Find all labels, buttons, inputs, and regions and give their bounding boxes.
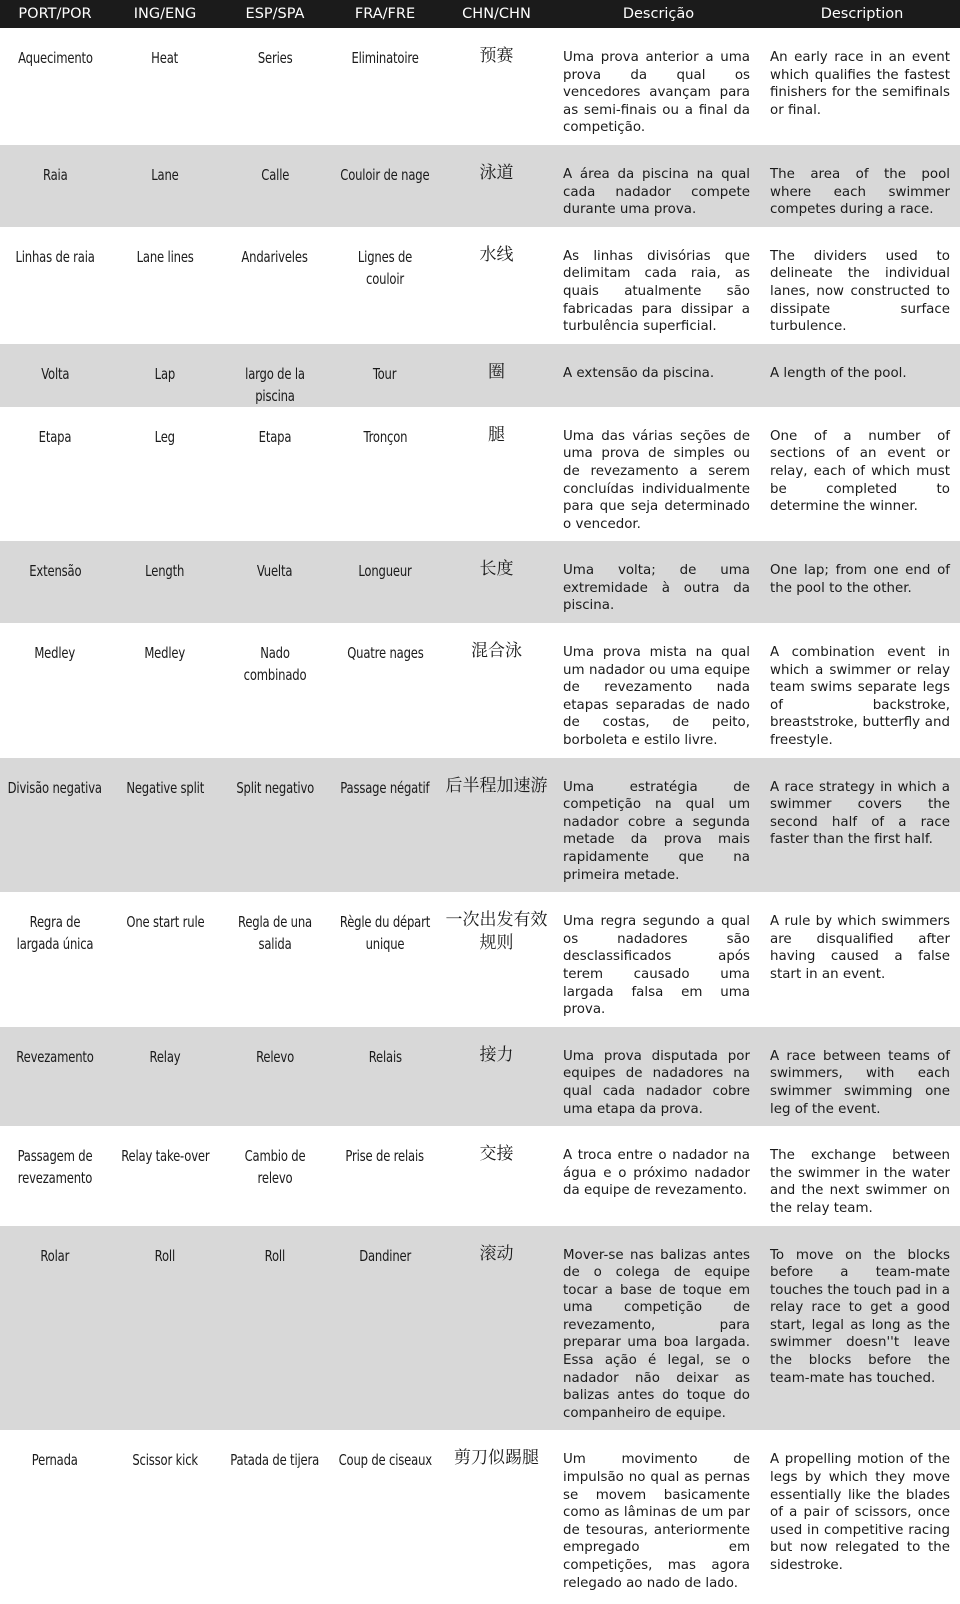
table-row	[0, 28, 960, 145]
cell-fre: Relais	[368, 1047, 402, 1066]
cell-eng: Length	[145, 562, 185, 581]
header-spa: ESP/SPA	[245, 6, 305, 22]
cell-desc-en: A length of the pool.	[770, 365, 907, 381]
cell-desc-pt: Uma das várias seções de uma prova de simples ou de revezamento a serem concluídas individualmente para que seja determinado o vencedor.	[563, 428, 750, 532]
cell-por: Linhas de raia	[15, 247, 95, 266]
cell-por: Medley	[34, 644, 76, 663]
header-description: Description	[820, 6, 904, 22]
table-row	[0, 145, 960, 227]
cell-fre: Quatre nages	[346, 644, 424, 663]
cell-spa: Split negativo	[236, 778, 314, 797]
cell-spa: largo de la piscina	[245, 364, 305, 405]
cell-desc-pt: Uma volta; de uma extremidade à outra da piscina.	[563, 563, 750, 614]
cell-chn: 交接	[479, 1144, 514, 1165]
table-row	[0, 227, 960, 344]
cell-desc-pt: As linhas divisórias que delimitam cada raia, as quais atualmente são fabricadas para dissipar a turbulência superficial.	[563, 248, 750, 335]
table-row	[0, 407, 960, 542]
cell-desc-pt: A área da piscina na qual cada nadador compete durante uma prova.	[563, 166, 750, 218]
cell-desc-pt: Uma regra segundo a qual os nadadores são desclassificados após terem causado uma largada falsa em uma prova.	[563, 914, 750, 1018]
table-body	[0, 28, 960, 1604]
cell-fre: Lignes de couloir	[357, 247, 413, 288]
cell-fre: Dandiner	[359, 1246, 411, 1265]
cell-desc-pt: A extensão da piscina.	[563, 365, 715, 381]
table-row	[0, 892, 960, 1027]
cell-por: Etapa	[38, 427, 72, 446]
cell-eng: Leg	[154, 427, 176, 446]
cell-chn: 水线	[479, 244, 514, 265]
cell-chn: 后半程加速游	[445, 775, 548, 796]
cell-por: Volta	[40, 364, 70, 383]
cell-por: Aquecimento	[17, 49, 93, 67]
cell-desc-pt: Uma estratégia de competição na qual um nadador cobre a segunda metade da prova mais rapidamente que na primeira metade.	[563, 779, 750, 883]
cell-chn: 混合泳	[471, 641, 522, 662]
cell-spa: Nado combinado	[243, 644, 307, 685]
cell-desc-en: A rule by which swimmers are disqualified after having caused a false start in an event.	[770, 914, 950, 982]
table-row	[0, 1226, 960, 1431]
cell-por: Extensão	[28, 562, 82, 581]
cell-desc-en: A combination event in which a swimmer or relay team swims separate legs of backstroke, breaststroke, butterfly and freestyle.	[770, 645, 950, 749]
header-row	[0, 0, 960, 28]
cell-desc-pt: Uma prova mista na qual um nadador ou uma equipe de revezamento nada etapas separadas de nado de costas, de peito, borboleta e estilo livre.	[563, 645, 750, 749]
table-row	[0, 623, 960, 758]
cell-chn: 腿	[488, 424, 505, 445]
cell-eng: Negative split	[126, 778, 204, 797]
cell-fre: Eliminatoire	[351, 49, 419, 67]
cell-desc-en: A propelling motion of the legs by which they move essentially like the blades of a pair of scissors, once used in competitive racing but now relegated to the sidestroke.	[770, 1452, 950, 1573]
cell-chn: 接力	[479, 1044, 514, 1065]
cell-fre: Coup de ciseaux	[338, 1451, 432, 1470]
cell-chn: 剪刀似踢腿	[454, 1448, 539, 1469]
cell-eng: Relay take-over	[120, 1147, 210, 1166]
cell-desc-en: The dividers used to delineate the individual lanes, now constructed to dissipate surface turbulence.	[770, 248, 950, 335]
cell-por: Regra de largada única	[16, 913, 94, 954]
cell-fre: Couloir de nage	[340, 165, 430, 184]
cell-desc-en: A race strategy in which a swimmer covers the second half of a race faster than the first half.	[770, 779, 950, 848]
cell-spa: Vuelta	[257, 562, 293, 581]
cell-fre: Tour	[373, 364, 397, 383]
cell-desc-pt: Uma prova disputada por equipes de nadadores na qual cada nadador cobre uma etapa da prova.	[563, 1048, 750, 1117]
cell-spa: Series	[257, 49, 293, 67]
cell-desc-en: The area of the pool where each swimmer competes during a race.	[770, 166, 950, 218]
cell-eng: Relay	[149, 1047, 181, 1066]
cell-desc-en: One lap; from one end of the pool to the other.	[770, 563, 950, 596]
cell-chn: 滚动	[479, 1243, 514, 1264]
cell-chn: 泳道	[479, 162, 514, 183]
cell-eng: Lane	[151, 165, 179, 184]
cell-por: Pernada	[32, 1451, 78, 1470]
cell-por: Rolar	[40, 1246, 70, 1265]
header-por: PORT/POR	[18, 6, 92, 22]
table-row	[0, 1126, 960, 1225]
cell-desc-pt: A troca entre o nadador na água e o próximo nadador da equipe de revezamento.	[563, 1148, 750, 1199]
cell-chn: 圈	[488, 361, 505, 382]
header-eng: ING/ENG	[133, 6, 197, 22]
cell-por: Divisão negativa	[7, 778, 103, 797]
table-row	[0, 1027, 960, 1126]
cell-fre: Longueur	[358, 562, 412, 581]
cell-fre: Prise de relais	[345, 1147, 425, 1166]
table-row	[0, 758, 960, 893]
cell-fre: Passage négatif	[340, 778, 430, 797]
cell-spa: Cambio de relevo	[244, 1147, 306, 1188]
cell-spa: Regla de una salida	[238, 913, 312, 954]
cell-desc-en: To move on the blocks before a team-mate touches the touch pad in a relay race to get a good start, legal as long as the swimmer doesn''t leave the blocks before the team-mate has touched.	[770, 1247, 950, 1386]
cell-por: Raia	[42, 165, 68, 184]
cell-eng: Lap	[154, 364, 176, 383]
cell-eng: Roll	[154, 1246, 176, 1265]
header-fre: FRA/FRE	[354, 6, 416, 22]
cell-spa: Patada de tijera	[230, 1451, 320, 1470]
cell-spa: Roll	[264, 1246, 286, 1265]
table-row	[0, 1430, 960, 1604]
table-header	[0, 0, 960, 28]
table-row	[0, 344, 960, 407]
cell-por: Revezamento	[16, 1047, 94, 1066]
cell-eng: Scissor kick	[132, 1451, 198, 1470]
cell-desc-en: A race between teams of swimmers, with each swimmer swimming one leg of the event.	[770, 1048, 950, 1117]
cell-chn: 预赛	[479, 46, 514, 66]
cell-eng: Medley	[144, 644, 186, 663]
cell-eng: Lane lines	[136, 247, 194, 266]
cell-eng: Heat	[151, 49, 179, 67]
cell-desc-en: One of a number of sections of an event or relay, each of which must be completed to determine the winner.	[770, 428, 950, 515]
header-descricao: Descrição	[622, 6, 695, 22]
cell-fre: Règle du départ unique	[339, 913, 431, 954]
cell-spa: Andariveles	[241, 247, 309, 266]
cell-spa: Relevo	[256, 1047, 294, 1066]
cell-fre: Tronçon	[363, 427, 407, 446]
table-row	[0, 541, 960, 623]
cell-desc-en: The exchange between the swimmer in the water and the next swimmer on the relay team.	[770, 1148, 950, 1216]
cell-desc-pt: Uma prova anterior a uma prova da qual os vencedores avançam para as semi-finais ou a final da competição.	[563, 50, 750, 136]
cell-por: Passagem de revezamento	[17, 1147, 93, 1188]
cell-desc-en: An early race in an event which qualifies the fastest finishers for the semifinals or final.	[770, 50, 950, 118]
cell-desc-pt: Um movimento de impulsão no qual as pernas se movem basicamente como as lâminas de um par de tesouras, anteriormente empregado em competições, mas agora relegado ao nado de lado.	[563, 1452, 750, 1591]
cell-chn: 一次出发有效规则	[445, 910, 548, 954]
cell-chn: 长度	[479, 559, 514, 580]
cell-desc-pt: Mover-se nas balizas antes de o colega de equipe tocar a base de toque em uma competição de revezamento, para preparar uma boa largada. Essa ação é legal, se o nadador não deixar as balizas antes do toque do companheiro de equipe.	[563, 1247, 750, 1421]
cell-eng: One start rule	[125, 913, 205, 932]
cell-spa: Etapa	[258, 427, 292, 446]
cell-spa: Calle	[261, 165, 289, 184]
header-chn: CHN/CHN	[462, 6, 531, 22]
